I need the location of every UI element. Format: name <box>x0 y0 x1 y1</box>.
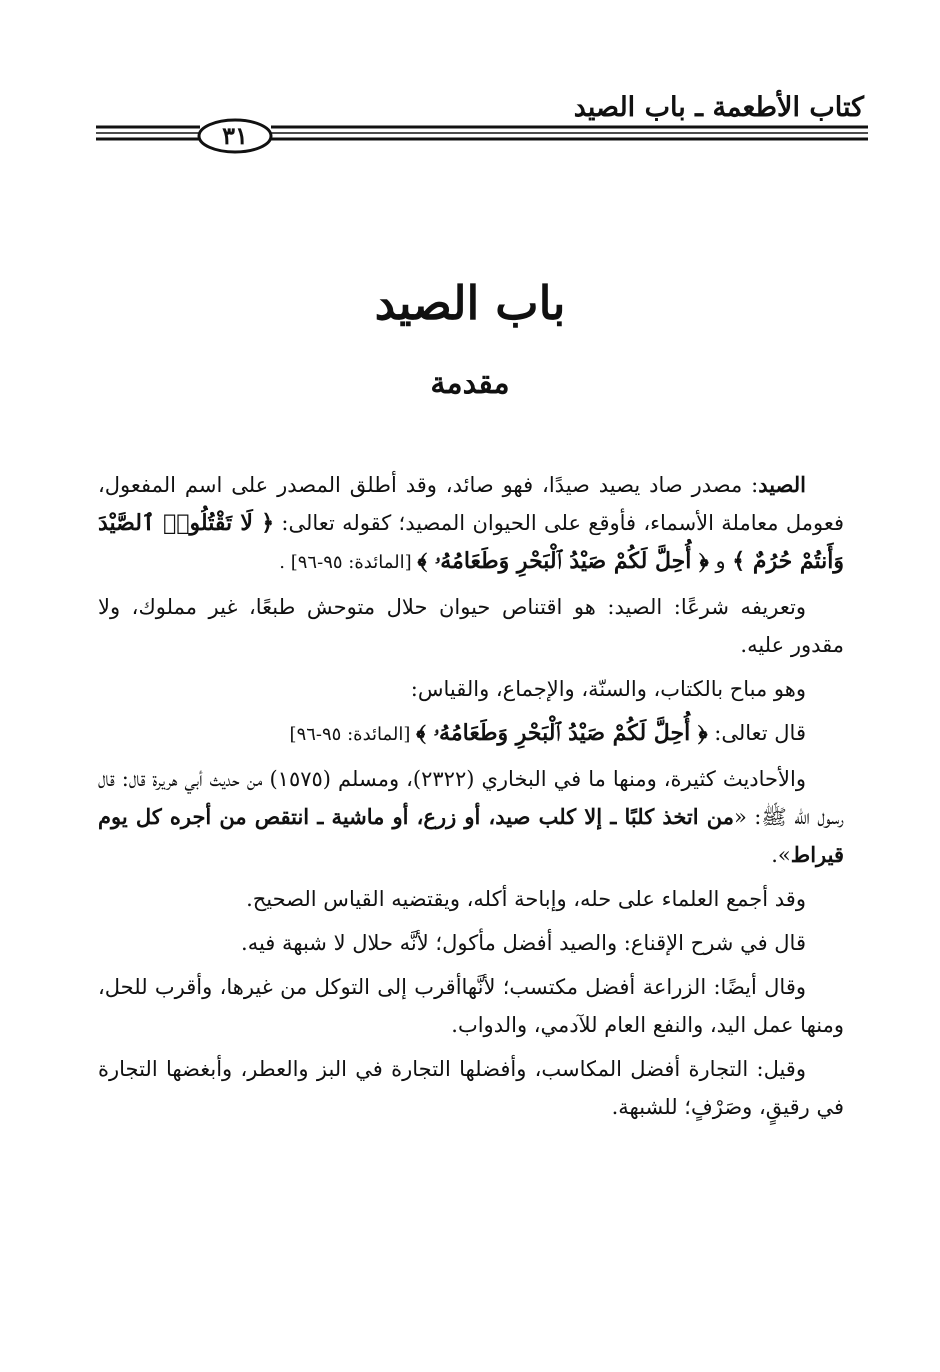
page-number: ٣١ <box>222 121 248 150</box>
section-title: مقدمة <box>430 366 510 401</box>
paragraph-consensus: وقد أجمع العلماء على حله، وإباحة أكله، ويقتضيه القياس الصحيح. <box>246 887 806 911</box>
paragraph-agriculture: وقال أيضًا: الزراعة أفضل مكتسب؛ لأنَّهاأقرب إلى التوكل من غيرها، وأقرب للحل، ومنها عمل اليد، والنفع العام للآدمي، والدواب. <box>98 975 844 1037</box>
quran-verse: ﴿ لَا تَقْتُلُوا۟ ٱلصَّيْدَ وَأَنتُمْ حُرُمٌ ﴾ <box>98 510 844 574</box>
paragraph-text: : مصدر صاد يصيد صيدًا، فهو صائد، وقد أطلق المصدر على اسم المفعول، فعومل معاملة الأسماء، فأوقع على الحيوان المصيد؛ كقوله تعالى: <box>98 473 844 535</box>
paragraph-definition <box>98 466 844 582</box>
conjunction: و <box>708 549 733 573</box>
verse-reference: [المائدة: ٩٥-٩٦] . <box>279 552 418 573</box>
body-text <box>98 466 844 1132</box>
paragraph-iqna-quote: قال في شرح الإقناع: والصيد أفضل مأكول؛ لأنَّه حلال لا شبهة فيه. <box>241 931 806 955</box>
quran-verse: ﴿ أُحِلَّ لَكُمْ صَيْدُ ٱلْبَحْرِ وَطَعَامُهُۥ ﴾ <box>417 548 709 574</box>
paragraph-trade: وقيل: التجارة أفضل المكاسب، وأفضلها التجارة في البز والعطر، وأبغضها التجارة في رقيقٍ، وصَرْفٍ؛ للشبهة. <box>98 1057 844 1119</box>
paragraph-shari-definition: وتعريفه شرعًا: الصيد: هو اقتناص حيوان حلال متوحش طبعًا، غير مملوك، ولا مقدور عليه. <box>98 595 844 657</box>
chapter-title: باب الصيد <box>374 276 566 330</box>
running-title: كتاب الأطعمة ـ باب الصيد <box>573 92 864 123</box>
paragraph-text: والأحاديث كثيرة، ومنها ما في البخاري (٢٣٢٢)، ومسلم (١٥٧٥) من حديث أبي هريرة قال: قال رسول الله ﷺ: « <box>98 767 844 829</box>
verse-reference: [المائدة: ٩٥-٩٦] <box>289 724 417 745</box>
paragraph-ruling: وهو مباح بالكتاب، والسنّة، والإجماع، والقياس: <box>410 677 806 701</box>
paragraph-hadith-evidence <box>98 760 844 874</box>
paragraph-text: ». <box>771 843 791 867</box>
paragraph-quran-evidence <box>98 714 844 754</box>
quran-verse: ﴿ أُحِلَّ لَكُمْ صَيْدُ ٱلْبَحْرِ وَطَعَامُهُۥ ﴾ <box>416 720 708 746</box>
paragraph-text: قال تعالى: <box>707 721 806 745</box>
term-sayd: الصيد <box>758 472 806 497</box>
hadith-text: من اتخذ كلبًا ـ إلا كلب صيد، أو زرع، أو ماشية ـ انتقص من أجره كل يوم قيراط <box>98 804 844 867</box>
